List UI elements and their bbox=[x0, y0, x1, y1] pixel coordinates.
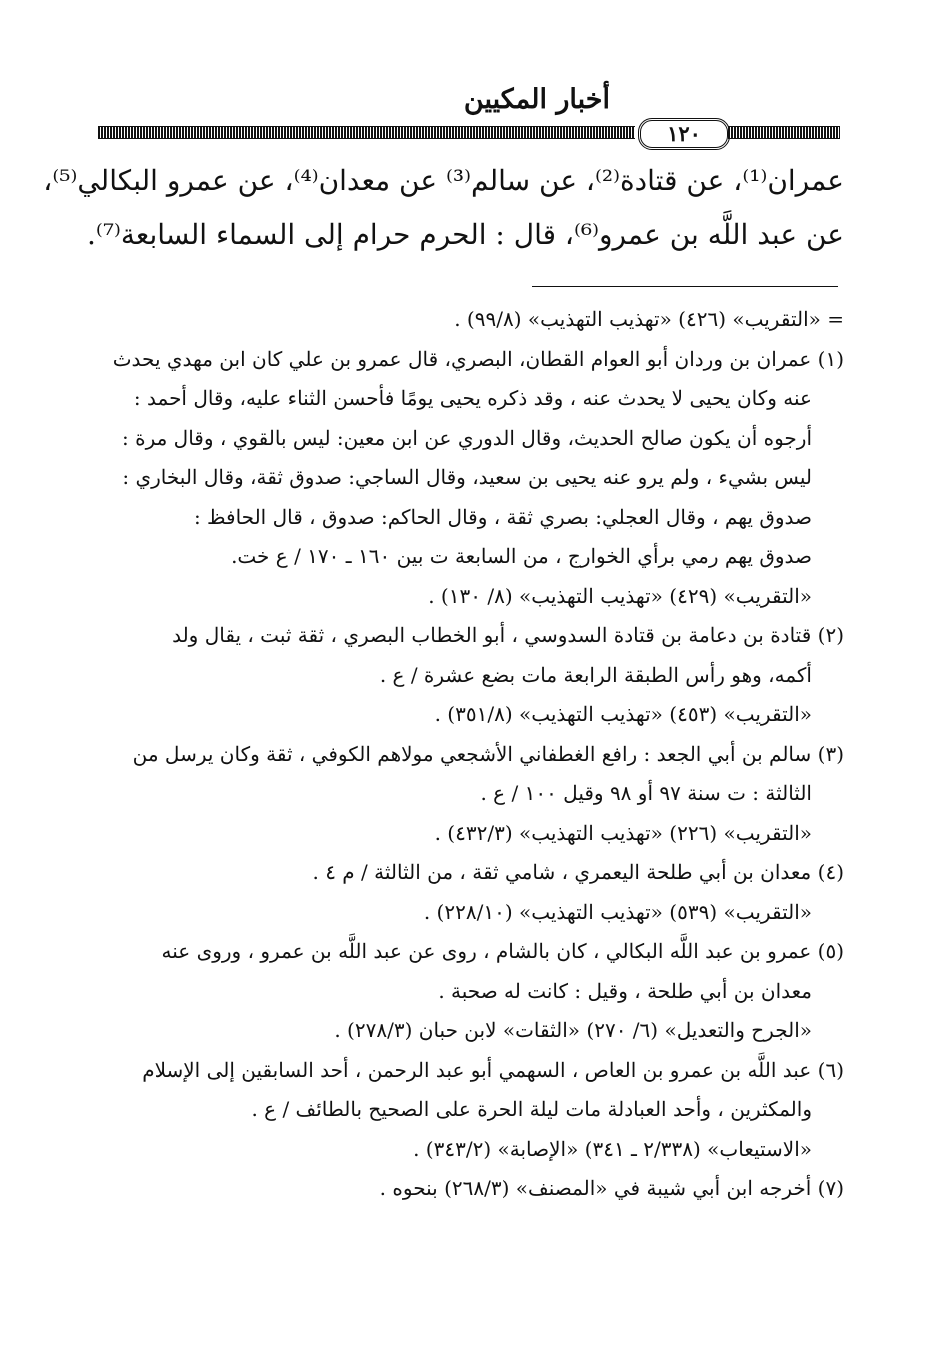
footnote-2-reference: «التقريب» (٤٥٣) «تهذيب التهذيب» (٣٥١/٨) . bbox=[434, 702, 812, 726]
footnote-3-reference: «التقريب» (٢٢٦) «تهذيب التهذيب» (٤٣٢/٣) . bbox=[434, 820, 812, 845]
page-number: ١٢٠ bbox=[638, 118, 730, 150]
footnote-1-line: عنه وكان يحيى لا يحدث عنه ، وقد ذكره يحيى يومًا فأحسن الثناء عليه، وقال أحمد : bbox=[133, 386, 812, 410]
footnote-5-line: (٥) عمرو بن عبد اللَّه البكالي ، كان بالشام ، روى عن عبد اللَّه بن عمرو ، وروى عنه bbox=[161, 939, 844, 963]
footnotes bbox=[94, 300, 844, 1209]
main-text bbox=[43, 154, 844, 262]
footnote-4-line: (٤) معدان بن أبي طلحة اليعمري ، شامي ثقة ، من الثالثة / م ٤ . bbox=[312, 860, 844, 884]
footnote-2-line: (٢) قتادة بن دعامة بن قتادة السدوسي ، أبو الخطاب البصري ، ثقة ثبت ، يقال ولد bbox=[172, 623, 844, 647]
main-text-line: عمران⁽¹⁾، عن قتادة⁽²⁾، عن سالم⁽³⁾ عن معدان⁽⁴⁾، عن عمرو البكالي⁽⁵⁾، bbox=[43, 164, 844, 197]
main-text-line: عن عبد اللَّه بن عمرو⁽⁶⁾، قال : الحرم حرام إلى السماء السابعة⁽⁷⁾. bbox=[87, 218, 844, 251]
footnote-7-line: (٧) أخرجه ابن أبي شيبة في «المصنف» (٢٦٨/٣) بنحوه . bbox=[379, 1176, 844, 1200]
header-rule-left-band bbox=[98, 126, 635, 139]
footnote-3-line: (٣) سالم بن أبي الجعد : رافع الغطفاني الأشجعي مولاهم الكوفي ، ثقة وكان يرسل من bbox=[132, 741, 844, 766]
running-title: أخبار المكيين bbox=[463, 84, 610, 115]
footnote-1-reference: «التقريب» (٤٢٩) «تهذيب التهذيب» (٨/ ١٣٠) . bbox=[428, 583, 812, 608]
footnote-1-line: صدوق يهم ، وقال العجلي: بصري ثقة ، وقال الحاكم: صدوق ، قال الحافظ : bbox=[193, 504, 812, 529]
footnote-1-line: صدوق يهم رمي برأي الخوارج ، من السابعة ت بين ١٦٠ ـ ١٧٠ / ع خت. bbox=[231, 544, 812, 568]
footnote-5-line: معدان بن أبي طلحة ، وقيل : كانت له صحبة . bbox=[438, 978, 812, 1003]
footnote-continuation-line: = «التقريب» (٤٢٦) «تهذيب التهذيب» (٩٩/٨) . bbox=[454, 307, 844, 331]
footnote-6-line: والمكثرين ، وأحد العبادلة مات ليلة الحرة على الصحيح بالطائف / ع . bbox=[251, 1097, 812, 1121]
footnote-1-line: أرجوه أن يكون صالح الحديث، وقال الدوري عن ابن معين: ليس بالقوي ، وقال مرة : bbox=[122, 425, 812, 450]
footnote-separator bbox=[532, 286, 838, 287]
footnote-6-line: (٦) عبد اللَّه بن عمرو بن العاص ، السهمي أبو عبد الرحمن ، أحد السابقين إلى الإسلام bbox=[142, 1057, 844, 1082]
footnote-6-reference: «الاستيعاب» (٢/٣٣٨ ـ ٣٤١) «الإصابة» (٣٤٣/٢) . bbox=[413, 1136, 812, 1161]
footnote-1-line: ليس بشيء ، ولم يرو عنه يحيى بن سعيد، وقال الساجي: صدوق ثقة، وقال البخاري : bbox=[122, 465, 812, 489]
footnote-3-line: الثالثة : ت سنة ٩٧ أو ٩٨ وقيل ١٠٠ / ع . bbox=[480, 781, 812, 805]
footnote-2-line: أكمه، وهو رأس الطبقة الرابعة مات بضع عشرة / ع . bbox=[379, 662, 812, 687]
footnote-1-line: (١) عمران بن وردان أبو العوام القطان، البصري، قال عمرو بن علي كان ابن مهدي يحدث bbox=[112, 346, 844, 371]
header-rule-right-band bbox=[728, 126, 840, 139]
header-rule bbox=[98, 120, 840, 146]
footnote-4-reference: «التقريب» (٥٣٩) «تهذيب التهذيب» (٢٢٨/١٠) . bbox=[423, 899, 812, 924]
footnote-5-reference: «الجرح والتعديل» (٦/ ٢٧٠) «الثقات» لابن حبان (٢٧٨/٣) . bbox=[334, 1018, 812, 1042]
